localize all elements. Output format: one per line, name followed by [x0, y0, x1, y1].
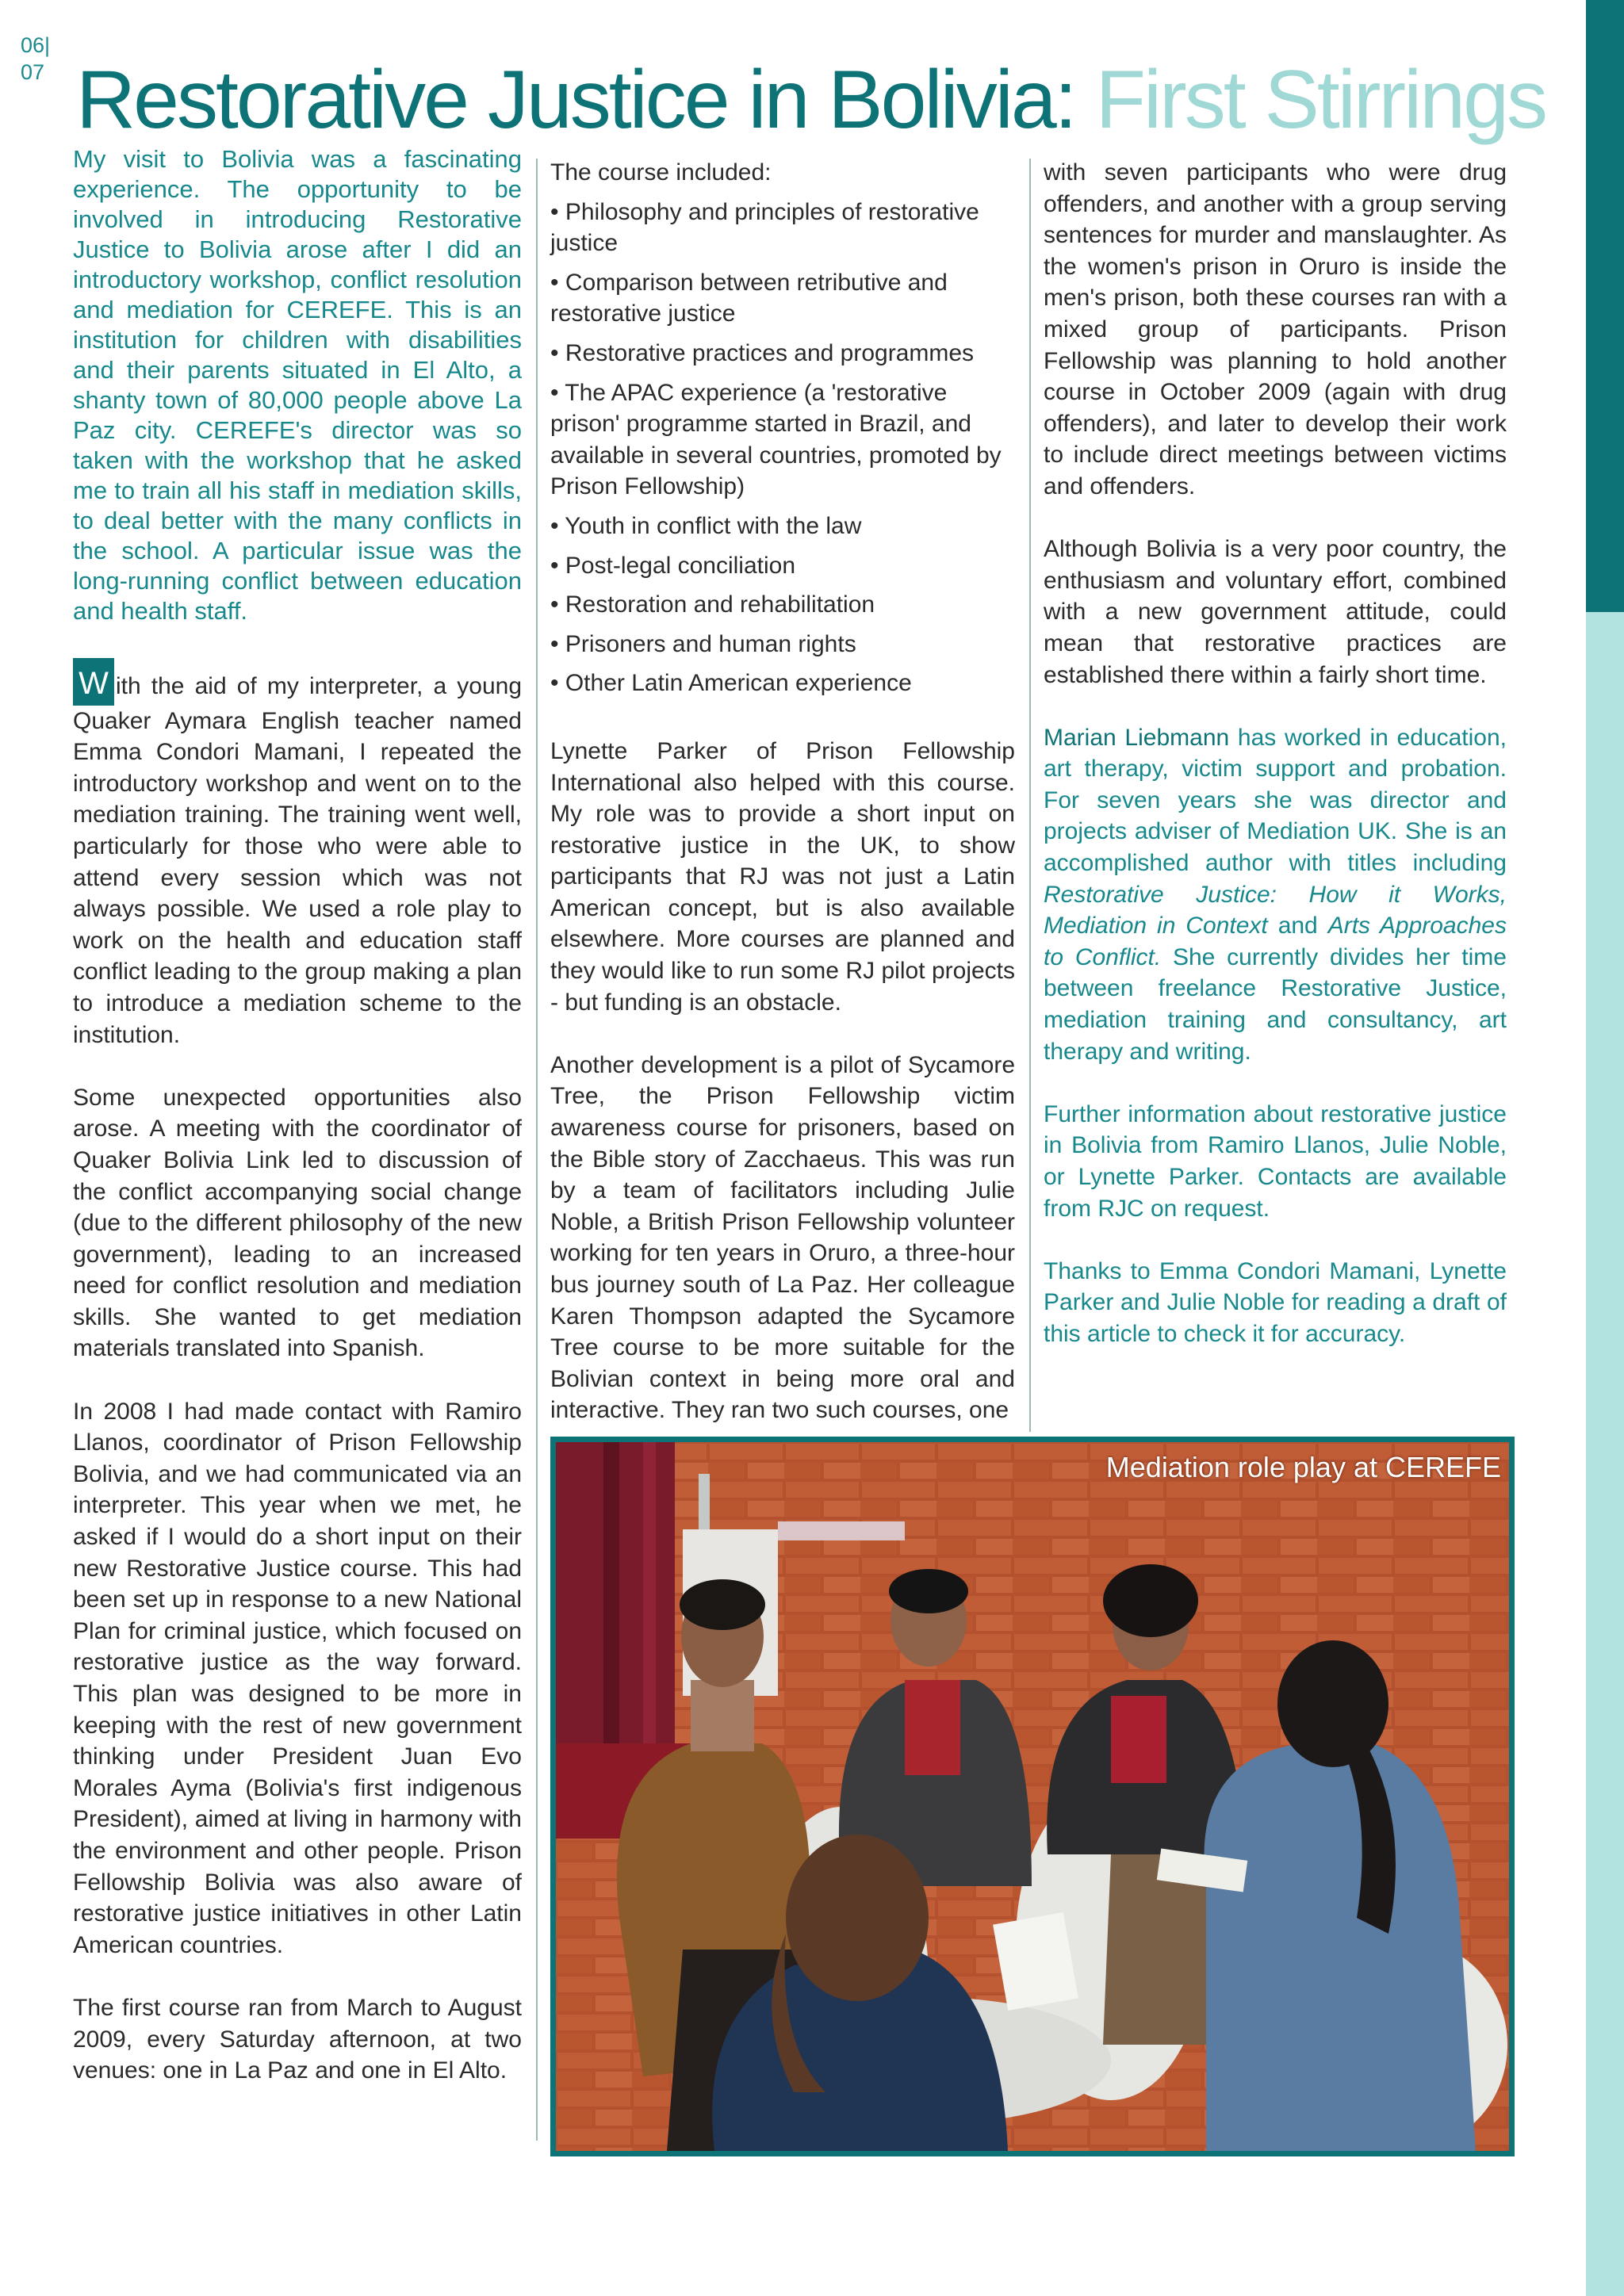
column-1 [73, 144, 522, 2087]
list-item: • Prisoners and human rights [550, 629, 1015, 660]
list-item: • Other Latin American experience [550, 668, 1015, 699]
author-bio [1044, 722, 1507, 1068]
column-divider [1029, 159, 1031, 1432]
book-title: Arts Approaches to Conflict. [1044, 913, 1507, 970]
list-item: • Post-legal conciliation [550, 550, 1015, 582]
list-item: • Restoration and rehabilitation [550, 589, 1015, 621]
author-name: Marian Liebmann [1044, 724, 1230, 751]
acknowledgements: Thanks to Emma Condori Mamani, Lynette Parker and Julie Noble for reading a draft of this article to check it for accuracy. [1044, 1257, 1507, 1347]
body-paragraph: Lynette Parker of Prison Fellowship International also helped with this course. My role was to provide a short input on restorative justice in the UK, to show participants that RJ was not just a Latin American concept, but is also available elsewhere. More courses are planned and they would like to run some RJ pilot projects - but funding is an obstacle. [550, 737, 1015, 1016]
list-item: • Comparison between retributive and restorative justice [550, 267, 1015, 330]
body-paragraph: Some unexpected opportunities also arose. A meeting with the coordinator of Quaker Bolivia Link led to discussion of the conflict accompanying social change (due to the different philosophy of the new government), leading to an increased need for conflict resolution and mediation skills. She wanted to get mediation materials translated into Spanish. [73, 1084, 522, 1362]
column-3 [1044, 157, 1507, 1350]
column-2 [550, 157, 1015, 1426]
page-number [21, 32, 50, 86]
bio-text: has worked in education, art therapy, victim support and probation. For seven years she was director and projects adviser of Mediation UK. She is an accomplished author with titles including [1044, 724, 1507, 877]
body-paragraph: Although Bolivia is a very poor country, the enthusiasm and voluntary effort, combined with a new government attitude, could mean that restorative practices are established there within a fairly short time. [1044, 536, 1507, 688]
body-paragraph: In 2008 I had made contact with Ramiro Llanos, coordinator of Prison Fellowship Bolivia, and we had communicated via an interpreter. This year when we met, he asked if I would do a short input on their new Restorative Justice course. This had been set up in response to a new National Plan for criminal justice, which focused on restorative justice as the way forward. This plan was designed to be more in keeping with the rest of new government thinking under President Juan Evo Morales Ayma (Bolivia's first indigenous President), aimed at living in harmony with the environment and other people. Prison Fellowship Bolivia was also aware of restorative justice initiatives in other Latin American countries. [73, 1398, 522, 1958]
mediation-photo [550, 1437, 1515, 2156]
list-item: • The APAC experience (a 'restorative prison' programme started in Brazil, and available in several countries, promoted by Prison Fellowship) [550, 377, 1015, 503]
list-item: • Philosophy and principles of restorative justice [550, 197, 1015, 259]
title-main: Restorative Justice in Bolivia: [76, 54, 1075, 146]
intro-paragraph: My visit to Bolivia was a fascinating experience. The opportunity to be involved in introducing Restorative Justice to Bolivia arose after I did an introductory workshop, conflict resolution and mediation for CEREFE. This is an institution for children with disabilities and their parents situated in El Alto, a shanty town of 80,000 people above La Paz city. CEREFE's director was so taken with the workshop that he asked me to train all his staff in mediation skills, to deal better with the many conflicts in the school. A particular issue was the long-running conflict between education and health staff. [73, 145, 522, 625]
title-highlight: First Stirrings [1095, 54, 1545, 146]
article-title [76, 52, 1545, 147]
drop-cap: W [73, 658, 114, 706]
book-title: Restorative Justice: How it Works, Mediation in Context [1044, 881, 1507, 939]
photo-caption: Mediation role play at CEREFE [1105, 1451, 1501, 1483]
list-item: • Restorative practices and programmes [550, 338, 1015, 369]
bio-text: She currently divides her time between freelance Restorative Justice, mediation training and consultancy, art therapy and writing. [1044, 943, 1507, 1065]
body-paragraph: with seven participants who were drug offenders, and another with a group serving sentences for murder and manslaughter. As the women's prison in Oruro is inside the men's prison, both these courses ran with a mixed group of participants. Prison Fellowship was planning to hold another course in October 2009 (again with drug offenders), and later to develop their work to include direct meetings between victims and offenders. [1044, 159, 1507, 499]
photo-illustration [556, 1442, 1509, 2151]
course-topics-list [550, 197, 1015, 699]
course-list-lead: The course included: [550, 159, 772, 186]
body-paragraph [73, 658, 522, 1051]
page-number-text: 06| 07 [21, 33, 51, 84]
sidebar-bar-light [1586, 612, 1624, 2296]
sidebar-bar-dark [1586, 0, 1624, 612]
column-divider [536, 159, 538, 2141]
body-paragraph: Another development is a pilot of Sycamore Tree, the Prison Fellowship victim awareness course for prisoners, based on the Bible story of Zacchaeus. This was run by a team of facilitators including Julie Noble, a British Prison Fellowship volunteer working for ten years in Oruro, a three-hour bus journey south of La Paz. Her colleague Karen Thompson adapted the Sycamore Tree course to be more suitable for the Bolivian context in being more oral and interactive. They ran two such courses, one [550, 1051, 1015, 1424]
further-info: Further information about restorative justice in Bolivia from Ramiro Llanos, Julie Noble, or Lynette Parker. Contacts are available from RJC on request. [1044, 1100, 1507, 1222]
bio-text: and [1267, 913, 1328, 939]
body-paragraph: The first course ran from March to August 2009, every Saturday afternoon, at two venues: one in La Paz and one in El Alto. [73, 1994, 522, 2084]
body-paragraph-text: ith the aid of my interpreter, a young Quaker Aymara English teacher named Emma Condori Mamani, I repeated the introductory workshop and went on to the mediation training. The training went well, particularly for those who were able to attend every session which was not always possible. We used a role play to work on the health and education staff conflict leading to the group making a plan to introduce a mediation scheme to the institution. [73, 672, 522, 1048]
list-item: • Youth in conflict with the law [550, 511, 1015, 542]
